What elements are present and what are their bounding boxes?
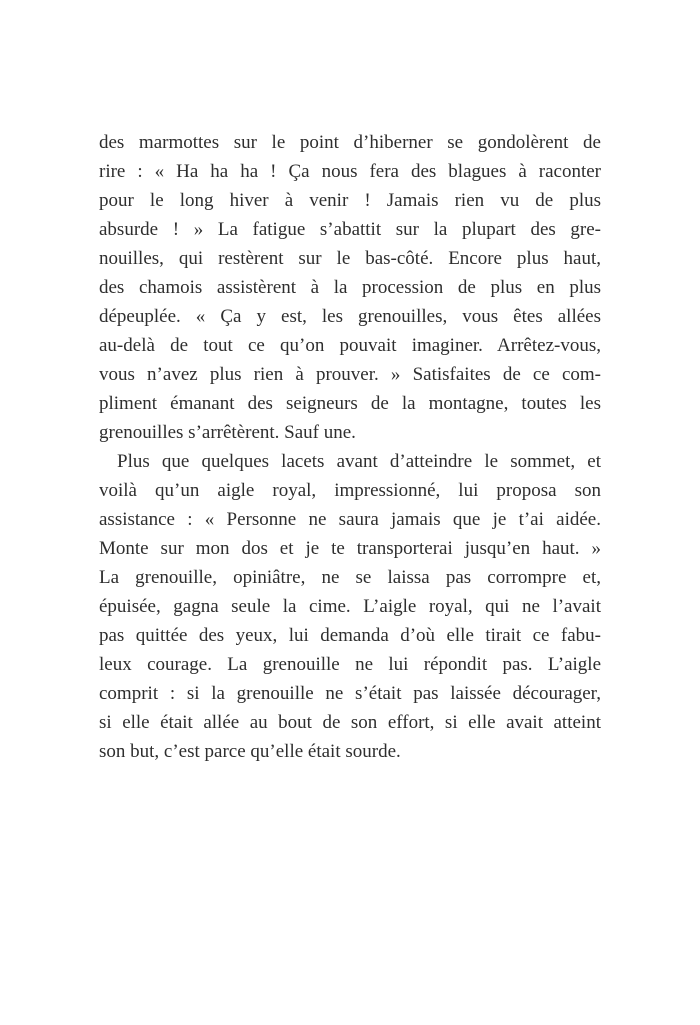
text-line: son but, c’est parce qu’elle était sourde. — [99, 741, 401, 762]
text-line: La grenouille, opiniâtre, ne se laissa pas corrompre et, — [99, 567, 601, 588]
text-line: des marmottes sur le point d’hiberner se gondolèrent de — [99, 132, 601, 153]
text-line: pas quittée des yeux, lui demanda d’où elle tirait ce fabu- — [99, 625, 601, 646]
text-line: Monte sur mon dos et je te transporterai jusqu’en haut. » — [99, 538, 601, 559]
text-line: vous n’avez plus rien à prouver. » Satisfaites de ce com- — [99, 364, 601, 385]
text-line: des chamois assistèrent à la procession de plus en plus — [99, 277, 601, 298]
text-line: grenouilles s’arrêtèrent. Sauf une. — [99, 422, 356, 443]
text-line: comprit : si la grenouille ne s’était pas laissée décourager, — [99, 683, 601, 704]
page-text-block — [99, 128, 601, 766]
text-line: Plus que quelques lacets avant d’atteindre le sommet, et — [117, 451, 601, 472]
text-line: absurde ! » La fatigue s’abattit sur la plupart des gre- — [99, 219, 601, 240]
text-line: rire : « Ha ha ha ! Ça nous fera des blagues à raconter — [99, 161, 601, 182]
text-line: dépeuplée. « Ça y est, les grenouilles, vous êtes allées — [99, 306, 601, 327]
text-line: pliment émanant des seigneurs de la montagne, toutes les — [99, 393, 601, 414]
text-line: pour le long hiver à venir ! Jamais rien vu de plus — [99, 190, 601, 211]
text-line: voilà qu’un aigle royal, impressionné, lui proposa son — [99, 480, 601, 501]
text-line: nouilles, qui restèrent sur le bas-côté. Encore plus haut, — [99, 248, 601, 269]
text-line: au-delà de tout ce qu’on pouvait imaginer. Arrêtez-vous, — [99, 335, 601, 356]
text-line: si elle était allée au bout de son effort, si elle avait atteint — [99, 712, 601, 733]
text-line: épuisée, gagna seule la cime. L’aigle royal, qui ne l’avait — [99, 596, 601, 617]
text-line: assistance : « Personne ne saura jamais que je t’ai aidée. — [99, 509, 601, 530]
text-line: leux courage. La grenouille ne lui répondit pas. L’aigle — [99, 654, 601, 675]
